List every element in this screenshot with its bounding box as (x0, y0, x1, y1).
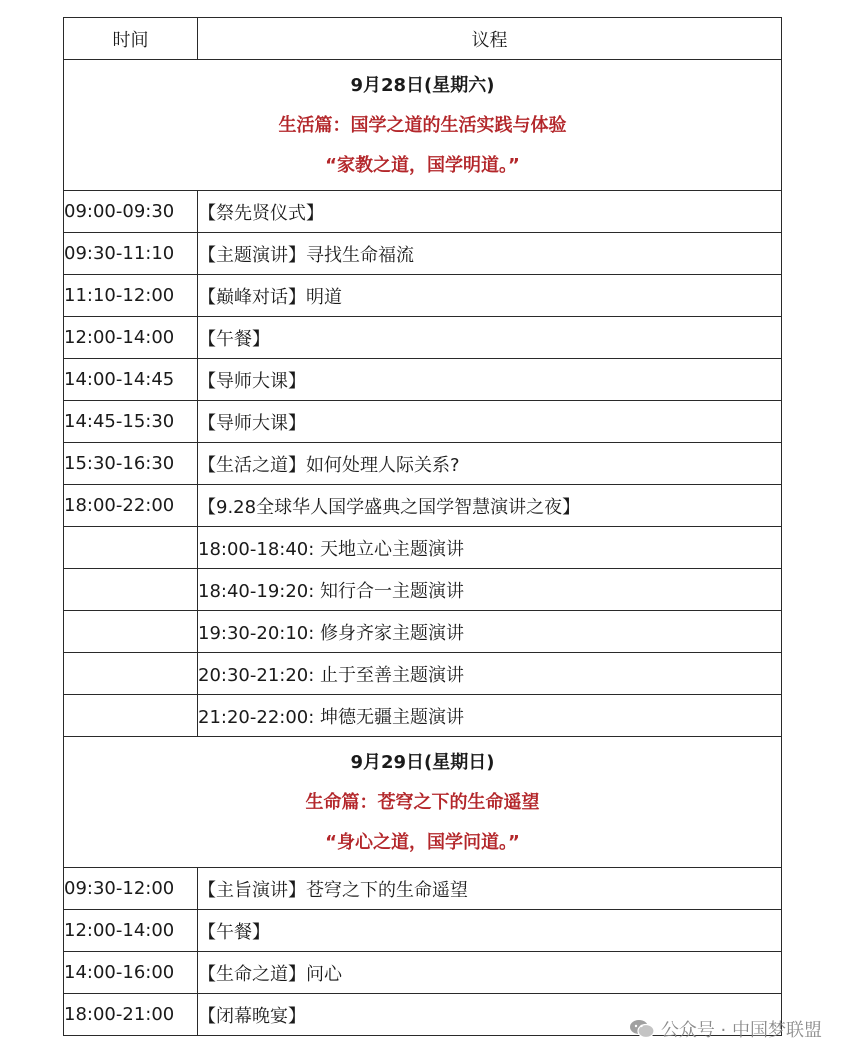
sub-row (64, 653, 782, 695)
session-time: 11:10-12:00 (64, 275, 198, 317)
sub-session-item: 20:30-21:20: 止于至善主题演讲 (198, 653, 782, 695)
day2-date: 9月29日(星期日) (350, 752, 495, 773)
session-time: 12:00-14:00 (64, 910, 198, 952)
day1-theme: 生活篇：国学之道的生活实践与体验 (278, 115, 567, 136)
session-time: 18:00-21:00 (64, 994, 198, 1036)
session-time: 14:00-16:00 (64, 952, 198, 994)
session-time: 14:45-15:30 (64, 401, 198, 443)
session-item: 【生活之道】如何处理人际关系? (198, 443, 782, 485)
session-item: 【巅峰对话】明道 (198, 275, 782, 317)
session-time: 09:00-09:30 (64, 191, 198, 233)
day1-motto: “家教之道，国学明道。” (325, 155, 520, 176)
table-row (64, 868, 782, 910)
watermark-text: 公众号 · 中国梦联盟 (660, 1020, 822, 1041)
session-time: 18:00-22:00 (64, 485, 198, 527)
day2-motto: “身心之道，国学问道。” (325, 832, 520, 853)
day2-theme: 生命篇：苍穹之下的生命遥望 (305, 792, 540, 813)
empty-time-cell (64, 527, 198, 569)
session-time: 12:00-14:00 (64, 317, 198, 359)
table-row (64, 910, 782, 952)
empty-time-cell (64, 611, 198, 653)
table-row (64, 317, 782, 359)
session-item: 【导师大课】 (198, 401, 782, 443)
sub-session-item: 18:40-19:20: 知行合一主题演讲 (198, 569, 782, 611)
time-column-header: 时间 (64, 18, 198, 60)
table-row (64, 191, 782, 233)
sub-row (64, 569, 782, 611)
empty-time-cell (64, 653, 198, 695)
session-item: 【导师大课】 (198, 359, 782, 401)
table-row (64, 485, 782, 527)
day1-heading-row (64, 60, 782, 191)
watermark (629, 1016, 822, 1042)
wechat-icon (629, 1019, 655, 1039)
table-row (64, 233, 782, 275)
session-time: 09:30-11:10 (64, 233, 198, 275)
table-row (64, 443, 782, 485)
table-row (64, 401, 782, 443)
agenda-table (63, 17, 782, 1036)
empty-time-cell (64, 569, 198, 611)
session-item: 【午餐】 (198, 317, 782, 359)
sub-row (64, 611, 782, 653)
session-item: 【主旨演讲】苍穹之下的生命遥望 (198, 868, 782, 910)
session-item: 【祭先贤仪式】 (198, 191, 782, 233)
session-time: 15:30-16:30 (64, 443, 198, 485)
sub-row (64, 527, 782, 569)
table-row (64, 359, 782, 401)
session-item: 【午餐】 (198, 910, 782, 952)
session-item: 【生命之道】问心 (198, 952, 782, 994)
session-item: 【主题演讲】寻找生命福流 (198, 233, 782, 275)
day2-heading-row (64, 737, 782, 868)
day1-date: 9月28日(星期六) (350, 75, 495, 96)
sub-session-item: 19:30-20:10: 修身齐家主题演讲 (198, 611, 782, 653)
day2-heading (64, 737, 782, 868)
session-item: 【9.28全球华人国学盛典之国学智慧演讲之夜】 (198, 485, 782, 527)
day1-heading (64, 60, 782, 191)
session-item: 【闭幕晚宴】 (198, 994, 782, 1036)
empty-time-cell (64, 695, 198, 737)
sub-session-item: 21:20-22:00: 坤德无疆主题演讲 (198, 695, 782, 737)
table-row (64, 275, 782, 317)
session-time: 09:30-12:00 (64, 868, 198, 910)
table-row (64, 952, 782, 994)
header-row (64, 18, 782, 60)
sub-session-item: 18:00-18:40: 天地立心主题演讲 (198, 527, 782, 569)
agenda-column-header: 议程 (198, 18, 782, 60)
sub-row (64, 695, 782, 737)
session-time: 14:00-14:45 (64, 359, 198, 401)
